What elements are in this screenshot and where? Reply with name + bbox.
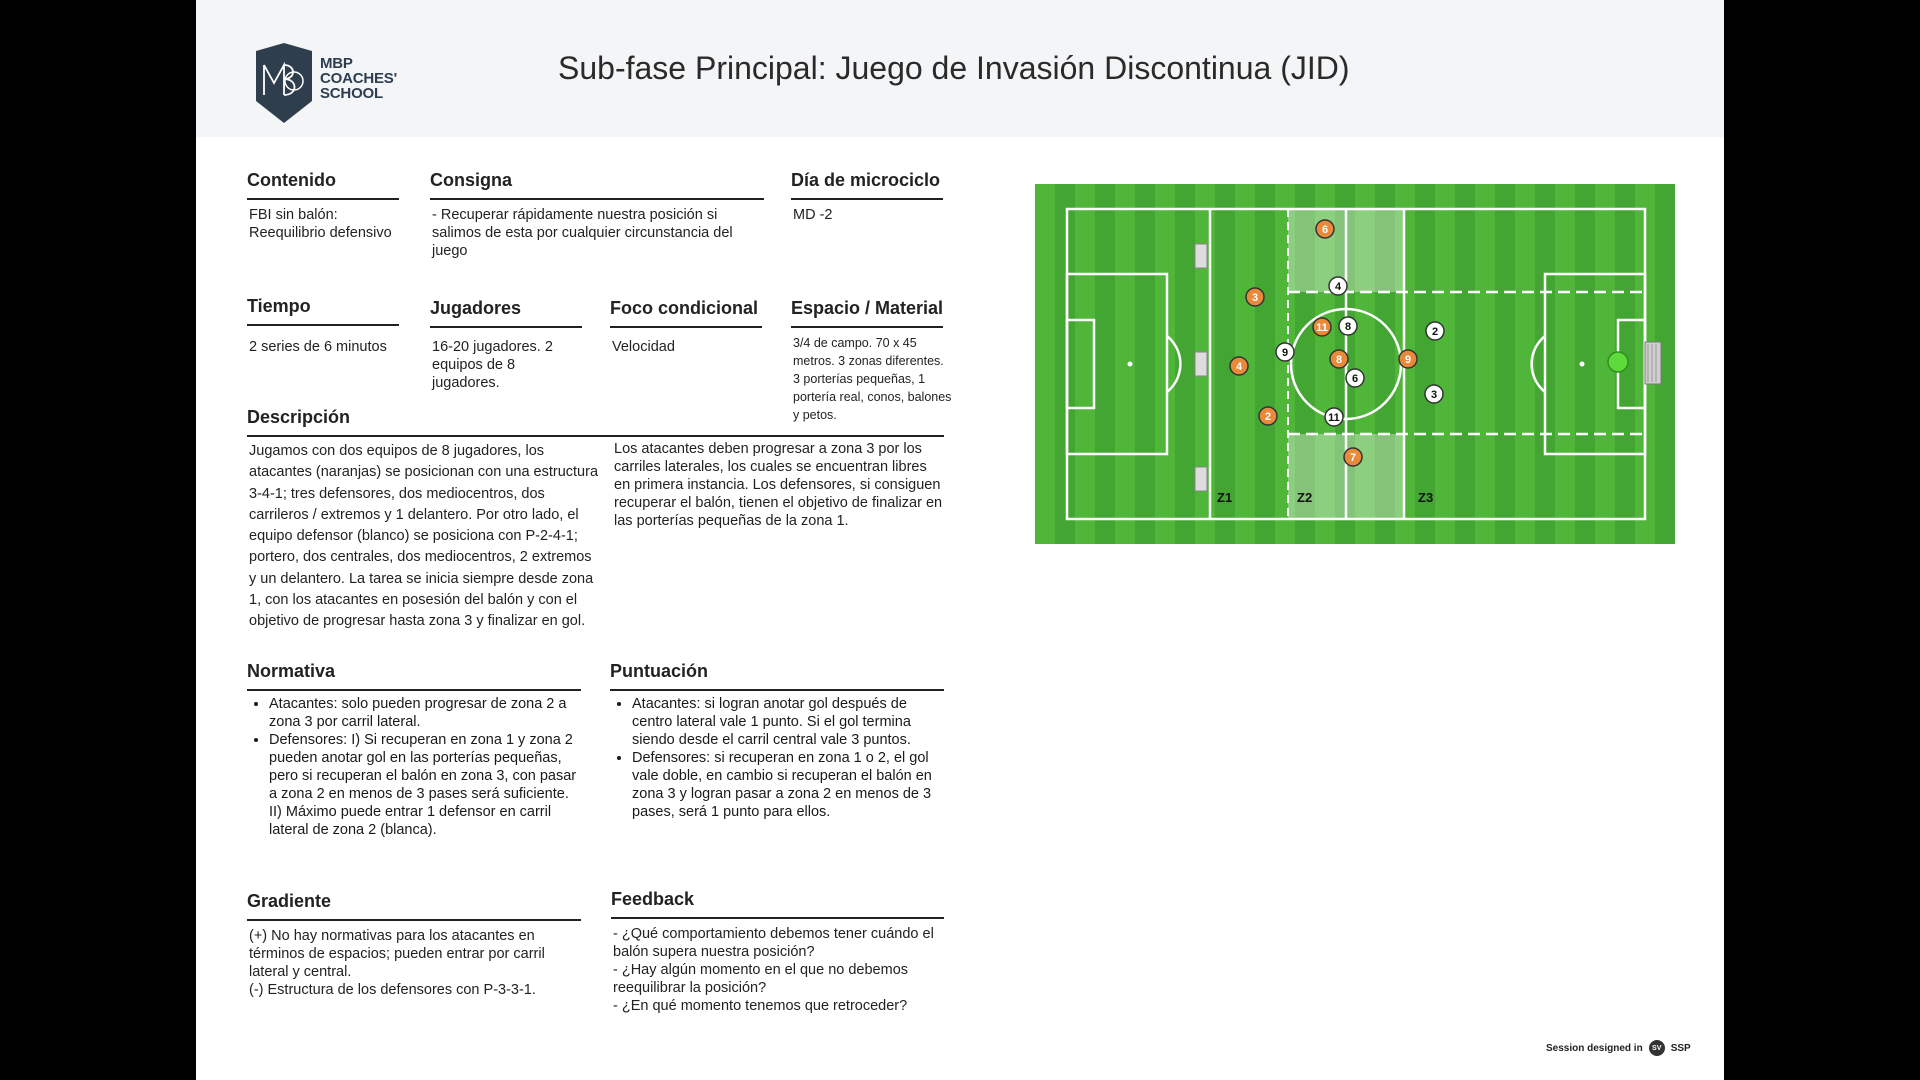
player-number: 9 — [1404, 354, 1412, 366]
white-player-marker — [1426, 322, 1444, 340]
foco-heading: Foco condicional — [610, 298, 762, 328]
player-number: 6 — [1351, 373, 1359, 385]
logo-text: MBP COACHES' SCHOOL — [320, 55, 397, 102]
feedback-heading: Feedback — [611, 889, 944, 919]
gradiente-section — [247, 891, 581, 999]
consigna-section — [430, 170, 764, 260]
jugadores-text: 16-20 jugadores. 2 equipos de 8 jugadores. — [432, 339, 553, 391]
orange-player-marker — [1259, 407, 1277, 425]
white-player-marker — [1325, 408, 1343, 426]
feedback-line1: - ¿Qué comportamiento debemos tener cuándo el balón supera nuestra posición? — [613, 926, 934, 960]
white-player-marker — [1339, 317, 1357, 335]
player-number: 3 — [1251, 292, 1259, 304]
player-number: 7 — [1349, 452, 1357, 464]
footer-brand: SSP — [1670, 1042, 1691, 1054]
gradiente-line2: (-) Estructura de los defensores con P-3-3-1. — [249, 982, 536, 998]
player-number: 6 — [1321, 224, 1329, 236]
white-player-marker — [1329, 277, 1347, 295]
ssp-logo-icon: SV — [1649, 1040, 1665, 1056]
espacio-heading: Espacio / Material — [791, 298, 943, 328]
player-number: 3 — [1430, 389, 1438, 401]
jugadores-heading: Jugadores — [430, 298, 582, 328]
player-number: 4 — [1334, 281, 1342, 293]
foco-text: Velocidad — [612, 339, 675, 355]
player-number: 4 — [1235, 361, 1243, 373]
puntuacion-heading: Puntuación — [610, 661, 944, 691]
footer — [1546, 1040, 1691, 1056]
page-title: Sub-fase Principal: Juego de Invasión Discontinua (JID) — [558, 50, 1350, 86]
tiempo-heading: Tiempo — [247, 296, 399, 326]
player-number: 11 — [1328, 412, 1340, 424]
footer-text: Session designed in — [1546, 1042, 1643, 1054]
small-goal — [1195, 467, 1207, 491]
normativa-item: • Atacantes: solo pueden progresar de zona 2 a zona 3 por carril lateral. — [269, 695, 581, 731]
consigna-text: - Recuperar rápidamente nuestra posición si salimos de esta por cualquier circunstancia del juego — [432, 207, 733, 259]
contenido-section — [247, 170, 399, 242]
foco-section — [610, 298, 762, 356]
tiempo-section — [247, 296, 399, 356]
player-number: 11 — [1316, 322, 1328, 334]
goalkeeper-marker — [1608, 352, 1628, 372]
orange-player-marker — [1344, 448, 1362, 466]
page — [196, 0, 1724, 1080]
orange-player-marker — [1330, 350, 1348, 368]
puntuacion-list — [610, 695, 944, 821]
small-goal — [1195, 244, 1207, 268]
orange-player-marker — [1246, 288, 1264, 306]
pitch-diagram — [1035, 184, 1675, 544]
puntuacion-section — [610, 661, 944, 821]
gradiente-line1: (+) No hay normativas para los atacantes en términos de espacios; pueden entrar por carril lateral y central. — [249, 928, 545, 980]
small-goal — [1195, 352, 1207, 376]
descripcion-right-text: Los atacantes deben progresar a zona 3 por los carriles laterales, los cuales se encuentran libres en primera instancia. Los defensores, si consiguen recuperar el balón, tienen el objetivo de finalizar en las porterías pequeñas de la zona 1. — [614, 441, 943, 529]
microciclo-section — [791, 170, 943, 224]
feedback-section — [611, 889, 944, 1015]
orange-player-marker — [1230, 357, 1248, 375]
espacio-section — [791, 298, 956, 424]
white-player-marker — [1276, 343, 1294, 361]
orange-player-marker — [1399, 350, 1417, 368]
zone-label: Z2 — [1297, 490, 1313, 505]
jugadores-section — [430, 298, 582, 392]
microciclo-text: MD -2 — [793, 207, 833, 223]
microciclo-heading: Día de microciclo — [791, 170, 943, 200]
white-player-marker — [1425, 385, 1443, 403]
normativa-heading: Normativa — [247, 661, 581, 691]
orange-player-marker — [1313, 318, 1331, 336]
gradiente-heading: Gradiente — [247, 891, 581, 921]
normativa-list — [247, 695, 581, 839]
normativa-item: • Defensores: I) Si recuperan en zona 1 y zona 2 pueden anotar gol en las porterías pequeñas, pero si recuperan el balón en zona 3, con pasar a zona 2 en menos de 3 pases será suficiente. II) Máximo puede entrar 1 defensor en carril lateral de zona 2 (blanca). — [269, 731, 581, 839]
player-number: 8 — [1335, 354, 1343, 366]
puntuacion-item: • Defensores: si recuperan en zona 1 o 2, el gol vale doble, en cambio si recuperan el balón en zona 3 y logran pasar a zona 2 en menos de 3 pases, será 1 punto para ellos. — [632, 749, 944, 821]
zone-label: Z1 — [1217, 490, 1233, 505]
feedback-line3: - ¿En qué momento tenemos que retroceder? — [613, 998, 908, 1014]
zone-label: Z3 — [1418, 490, 1434, 505]
tiempo-text: 2 series de 6 minutos — [249, 339, 387, 355]
feedback-line2: - ¿Hay algún momento en el que no debemos reequilibrar la posición? — [613, 962, 909, 996]
player-number: 8 — [1344, 321, 1352, 333]
player-number: 2 — [1264, 411, 1272, 423]
white-player-marker — [1346, 369, 1364, 387]
player-number: 2 — [1431, 326, 1439, 338]
contenido-heading: Contenido — [247, 170, 399, 200]
descripcion-left-text: Jugamos con dos equipos de 8 jugadores, los atacantes (naranjas) se posicionan con una estructura 3-4-1; tres defensores, dos mediocentros, dos carrileros / extremos y 1 delantero. Por otro lado, el equipo defensor (blanco) se posiciona con P-2-4-1; portero, dos centrales, dos mediocentros, 2 extremos y un delantero. La tarea se inicia siempre desde zona 1, con los atacantes en posesión del balón y con el objetivo de progresar hasta zona 3 y finalizar en gol. — [249, 443, 599, 630]
contenido-text: FBI sin balón: Reequilibrio defensivo — [249, 207, 392, 241]
descripcion-heading: Descripción — [247, 407, 944, 437]
normativa-section — [247, 661, 581, 839]
header — [196, 0, 1724, 137]
orange-player-marker — [1316, 220, 1334, 238]
player-number: 9 — [1281, 347, 1289, 359]
consigna-heading: Consigna — [430, 170, 764, 200]
puntuacion-item: • Atacantes: si logran anotar gol después de centro lateral vale 1 punto. Si el gol termina siendo desde el carril central vale 3 puntos. — [632, 695, 944, 749]
espacio-text: 3/4 de campo. 70 x 45 metros. 3 zonas diferentes. 3 porterías pequeñas, 1 portería real, conos, balones y petos. — [793, 336, 952, 422]
